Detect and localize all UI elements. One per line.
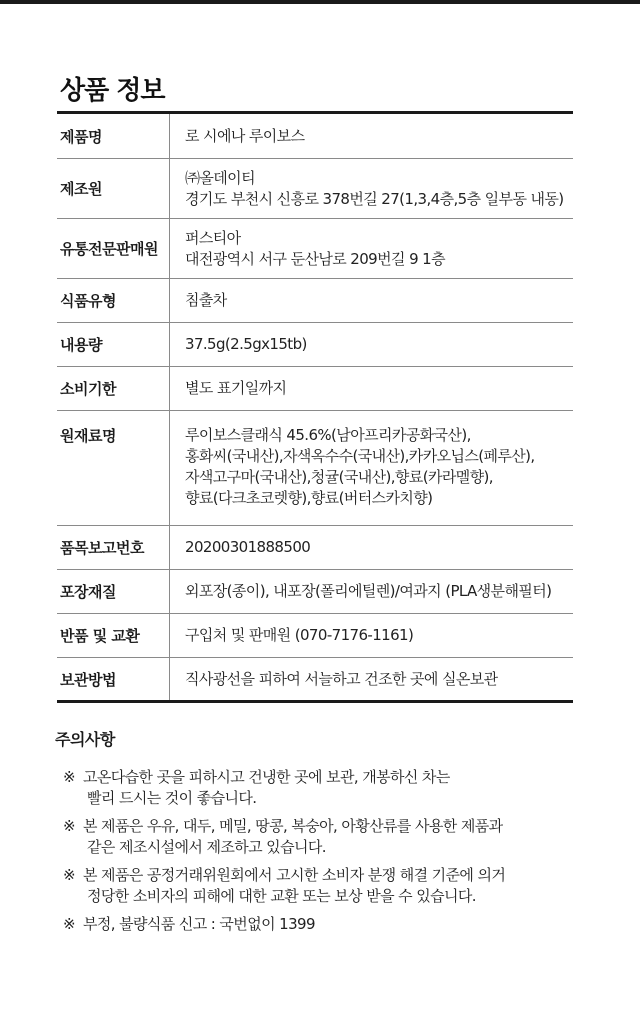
caution-note [63,865,583,907]
note-line: 같은 제조시설에서 제조하고 있습니다. [87,838,326,856]
top-divider [0,0,640,4]
row-value [170,526,573,569]
row-label: 내용량 [57,323,170,366]
table-row [57,411,573,526]
product-info-table [57,111,573,703]
row-value [170,367,573,410]
reference-mark-icon: ※ [63,915,75,933]
table-row [57,159,573,219]
note-line: 본 제품은 우유, 대두, 메밀, 땅콩, 복숭아, 아황산류를 사용한 제품과 [83,817,503,835]
row-value [170,219,573,278]
value-line: 37.5g(2.5gx15tb) [185,335,307,353]
value-line: 향료(다크초코렛향),향료(버터스카치향) [185,489,433,507]
caution-note [63,767,583,809]
note-text [83,816,503,858]
row-label: 유통전문판매원 [57,219,170,278]
value-line: 대전광역시 서구 둔산남로 209번길 9 1층 [185,249,446,268]
row-value [170,159,573,218]
value-line: 별도 표기일까지 [185,379,287,397]
table-row [57,526,573,570]
value-line: 홍화씨(국내산),자색옥수수(국내산),카카오닙스(페루산), [185,447,535,465]
note-text [83,914,315,935]
value-line: 퍼스티아 [185,228,241,247]
table-row [57,323,573,367]
note-line: 본 제품은 공정거래위원회에서 고시한 소비자 분쟁 해결 기준에 의거 [83,866,506,884]
row-label: 식품유형 [57,279,170,322]
table-row [57,114,573,159]
caution-notes [63,767,583,942]
value-line: 자색고구마(국내산),청귤(국내산),향료(카라멜향), [185,468,493,486]
row-value [170,614,573,657]
value-line: 루이보스클래식 45.6%(남아프리카공화국산), [185,426,471,444]
reference-mark-icon: ※ [63,866,75,884]
table-row [57,658,573,700]
row-label: 제조원 [57,159,170,218]
reference-mark-icon: ※ [63,768,75,786]
caution-note [63,914,583,935]
table-row [57,279,573,323]
note-line: 부정, 불량식품 신고 : 국번없이 1399 [83,915,315,933]
row-label: 품목보고번호 [57,526,170,569]
row-label: 포장재질 [57,570,170,613]
row-label: 반품 및 교환 [57,614,170,657]
reference-mark-icon: ※ [63,817,75,835]
value-line: 직사광선을 피하여 서늘하고 건조한 곳에 실온보관 [185,669,498,688]
note-text [83,767,450,809]
value-line: 경기도 부천시 신흥로 378번길 27(1,3,4층,5층 일부동 내동) [185,189,564,208]
value-line: 침출차 [185,291,227,309]
note-line: 정당한 소비자의 피해에 대한 교환 또는 보상 받을 수 있습니다. [87,887,476,905]
table-row [57,219,573,279]
value-line: 로 시에나 루이보스 [185,126,305,145]
caution-note [63,816,583,858]
row-value [170,658,573,700]
table-row [57,367,573,411]
row-value [170,323,573,366]
caution-title: 주의사항 [55,730,115,749]
row-value [170,570,573,613]
value-line: ㈜올데이티 [185,168,255,187]
row-label: 보관방법 [57,658,170,700]
row-value [170,411,573,525]
row-label: 원재료명 [57,411,170,525]
value-line: 20200301888500 [185,538,311,556]
row-label: 제품명 [57,114,170,158]
row-label: 소비기한 [57,367,170,410]
row-value [170,279,573,322]
row-value [170,114,573,158]
table-row [57,614,573,658]
value-line: 외포장(종이), 내포장(폴리에틸렌)/여과지 (PLA생분해필터) [185,582,552,600]
section-title: 상품 정보 [60,76,165,106]
table-row [57,570,573,614]
note-line: 빨리 드시는 것이 좋습니다. [87,789,257,807]
note-text [83,865,505,907]
note-line: 고온다습한 곳을 피하시고 건냉한 곳에 보관, 개봉하신 차는 [83,768,450,786]
value-line: 구입처 및 판매원 (070-7176-1161) [185,626,414,644]
